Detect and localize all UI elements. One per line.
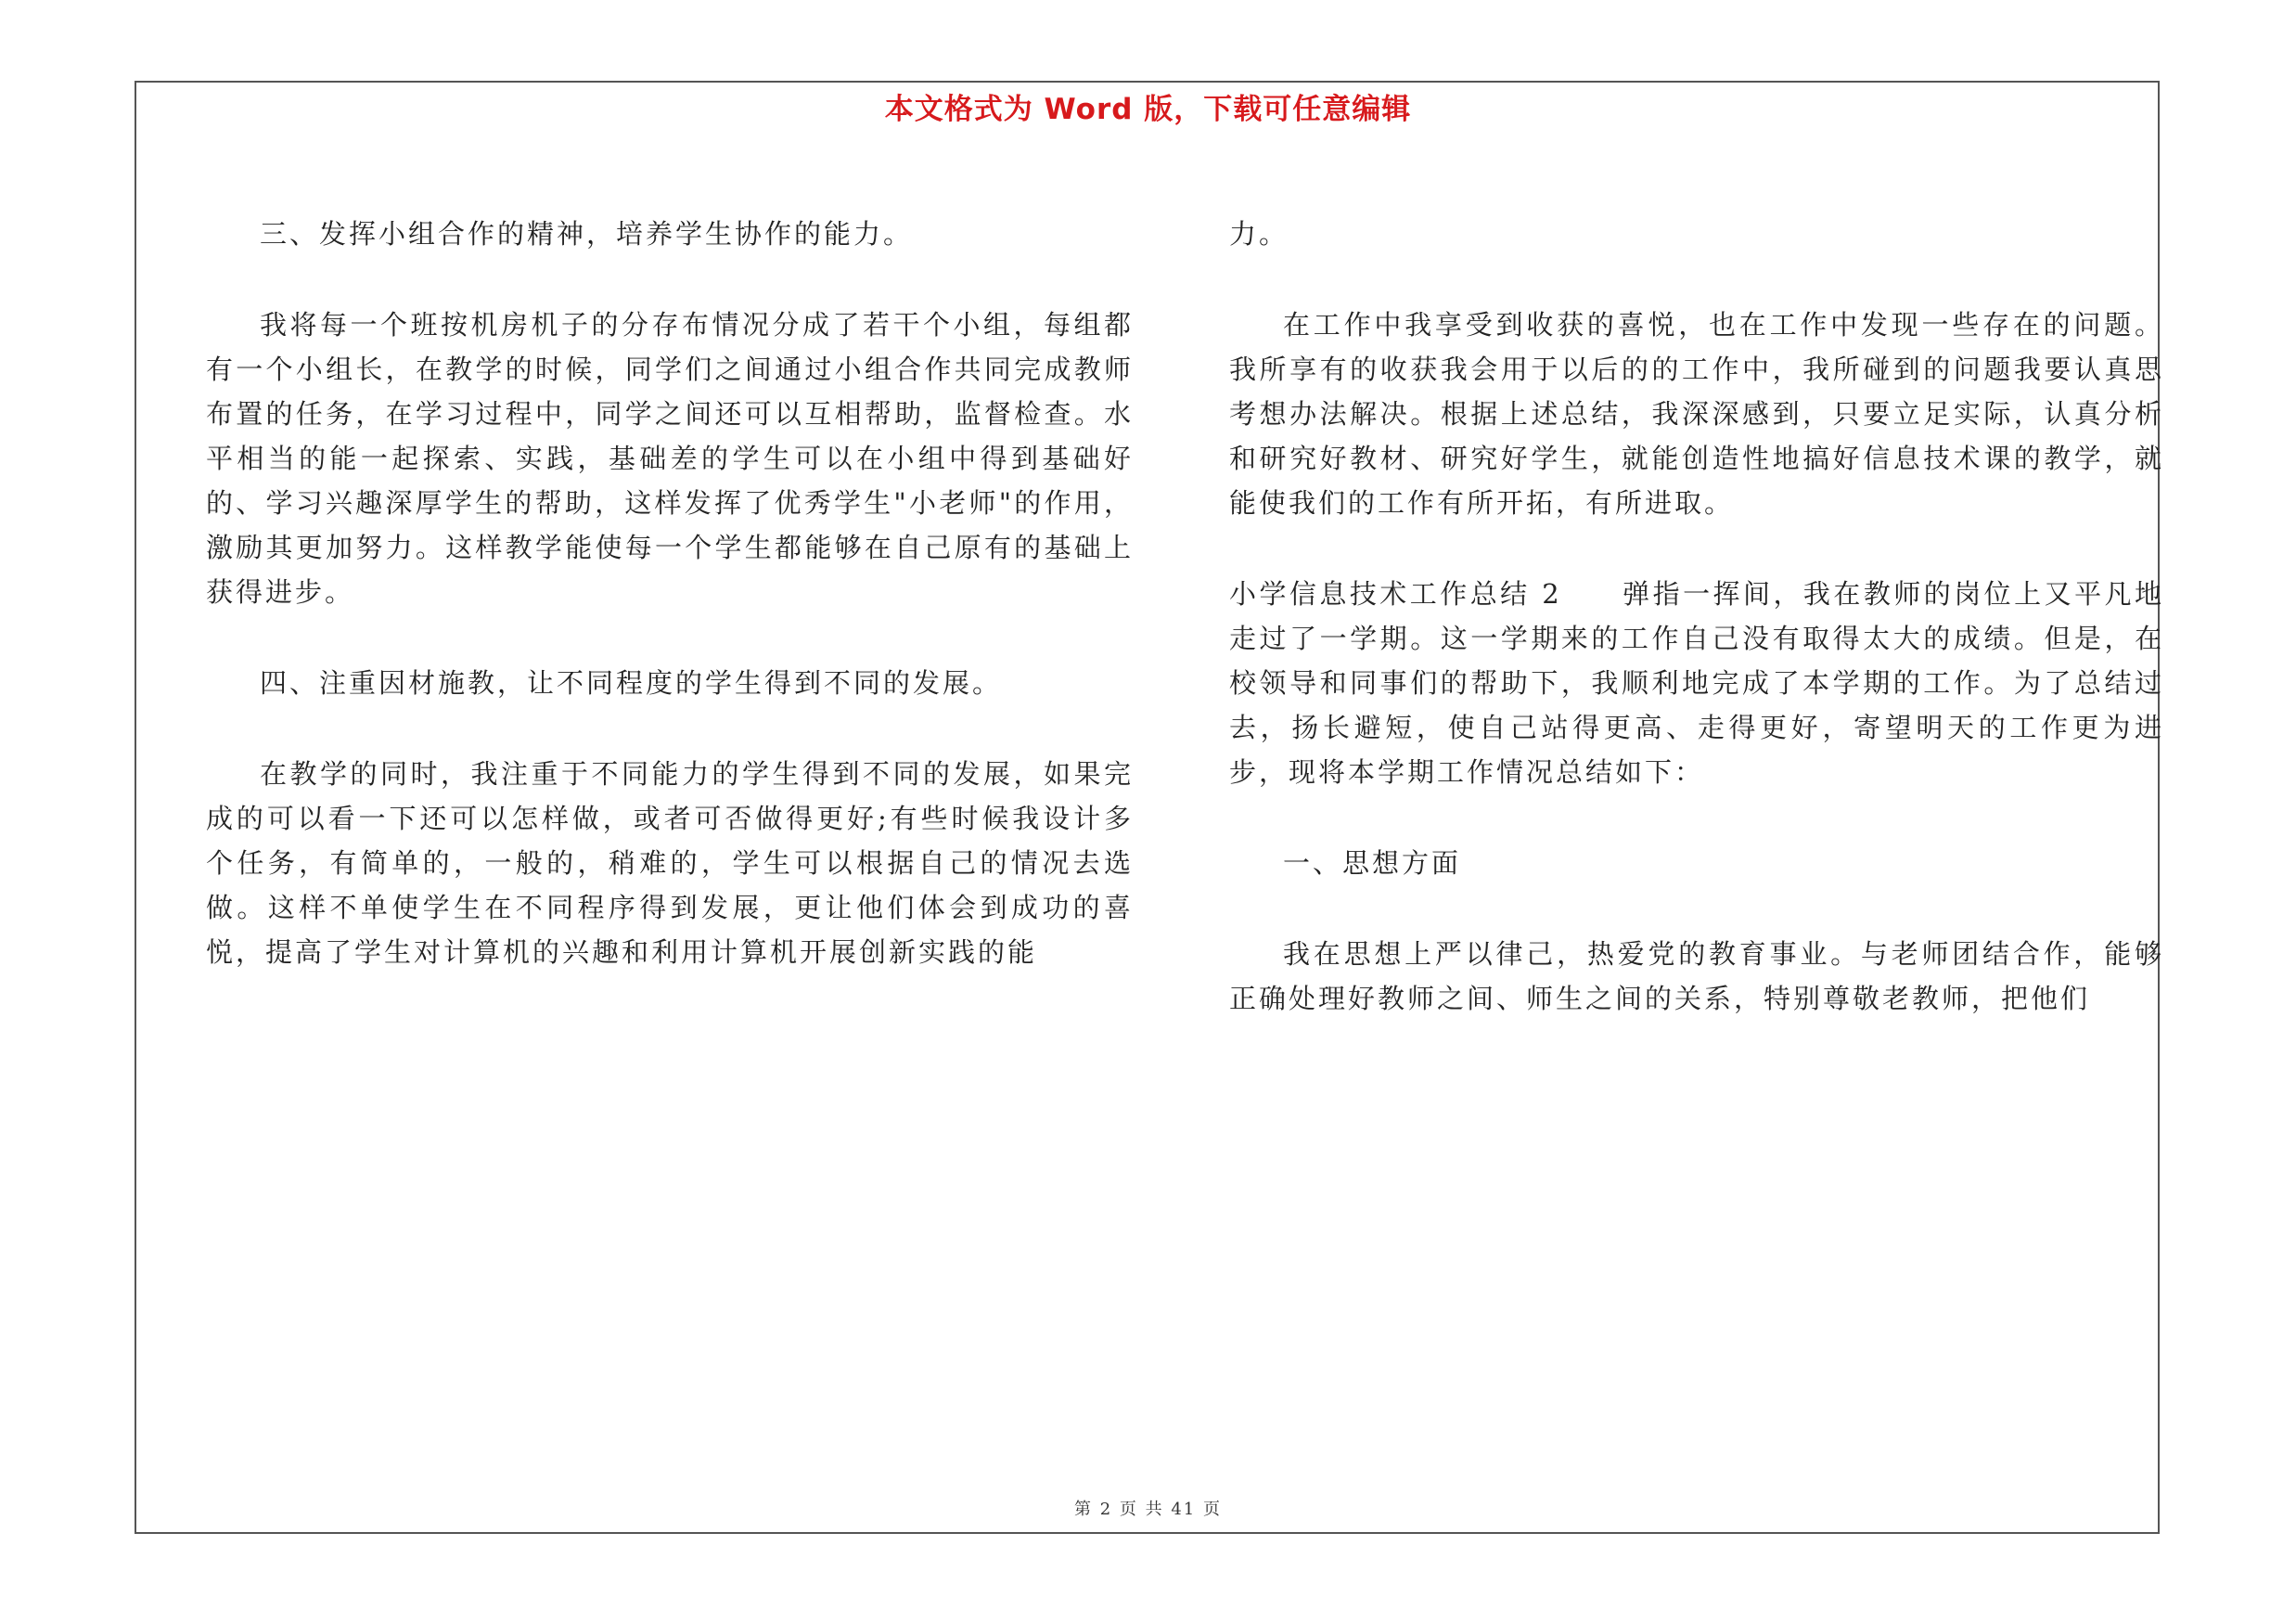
left-paragraph-differentiated: 在教学的同时，我注重于不同能力的学生得到不同的发展，如果完成的可以看一下还可以怎样做，或者可否做得更好;有些时候我设计多个任务，有简单的，一般的，稍难的，学生可以根据自己的情况去选做。这样不单使学生在不同程序得到发展，更让他们体会到成功的喜悦，提高了学生对计算机的兴趣和利用计算机开展创新实践的能 [206, 758, 1134, 968]
right-paragraph-reflection: 在工作中我享受到收获的喜悦，也在工作中发现一些存在的问题。我所享有的收获我会用于以后的的工作中，我所碰到的问题我要认真思考想办法解决。根据上述总结，我深深感到，只要立足实际，认真分析和研究好教材、研究好学生，就能创造性地搞好信息技术课的教学，就能使我们的工作有所开拓，有所进取。 [1229, 309, 2164, 519]
right-paragraph-thought: 我在思想上严以律己，热爱党的教育事业。与老师团结合作，能够正确处理好教师之间、师生之间的关系，特别尊敬老教师，把他们 [1229, 938, 2164, 1014]
left-column [206, 212, 1134, 1021]
right-heading-thought: 一、思想方面 [1283, 847, 1462, 879]
left-heading-4: 四、注重因材施教，让不同程度的学生得到不同的发展。 [260, 667, 1003, 699]
header-banner: 本文格式为 Word 版，下载可任意编辑 [884, 93, 1412, 126]
right-paragraph-summary-2: 小学信息技术工作总结 2 弹指一挥间，我在教师的岗位上又平凡地走过了一学期。这一学期来的工作自己没有取得太大的成绩。但是，在校领导和同事们的帮助下，我顺利地完成了本学期的工作。为了总结过去，扬长避短，使自己站得更高、走得更好，寄望明天的工作更为进步，现将本学期工作情况总结如下： [1229, 578, 2164, 788]
right-column [1229, 212, 2164, 1067]
left-heading-3: 三、发挥小组合作的精神，培养学生协作的能力。 [260, 218, 914, 250]
left-paragraph-group-work: 我将每一个班按机房机子的分存布情况分成了若干个小组，每组都有一个小组长，在教学的时候，同学们之间通过小组合作共同完成教师布置的任务，在学习过程中，同学之间还可以互相帮助，监督检查。水平相当的能一起探索、实践，基础差的学生可以在小组中得到基础好的、学习兴趣深厚学生的帮助，这样发挥了优秀学生"小老师"的作用，激励其更加努力。这样教学能使每一个学生都能够在自己原有的基础上获得进步。 [206, 309, 1134, 608]
page-number: 第 2 页 共 41 页 [1074, 1500, 1222, 1519]
right-paragraph-continuation: 力。 [1229, 218, 1289, 250]
